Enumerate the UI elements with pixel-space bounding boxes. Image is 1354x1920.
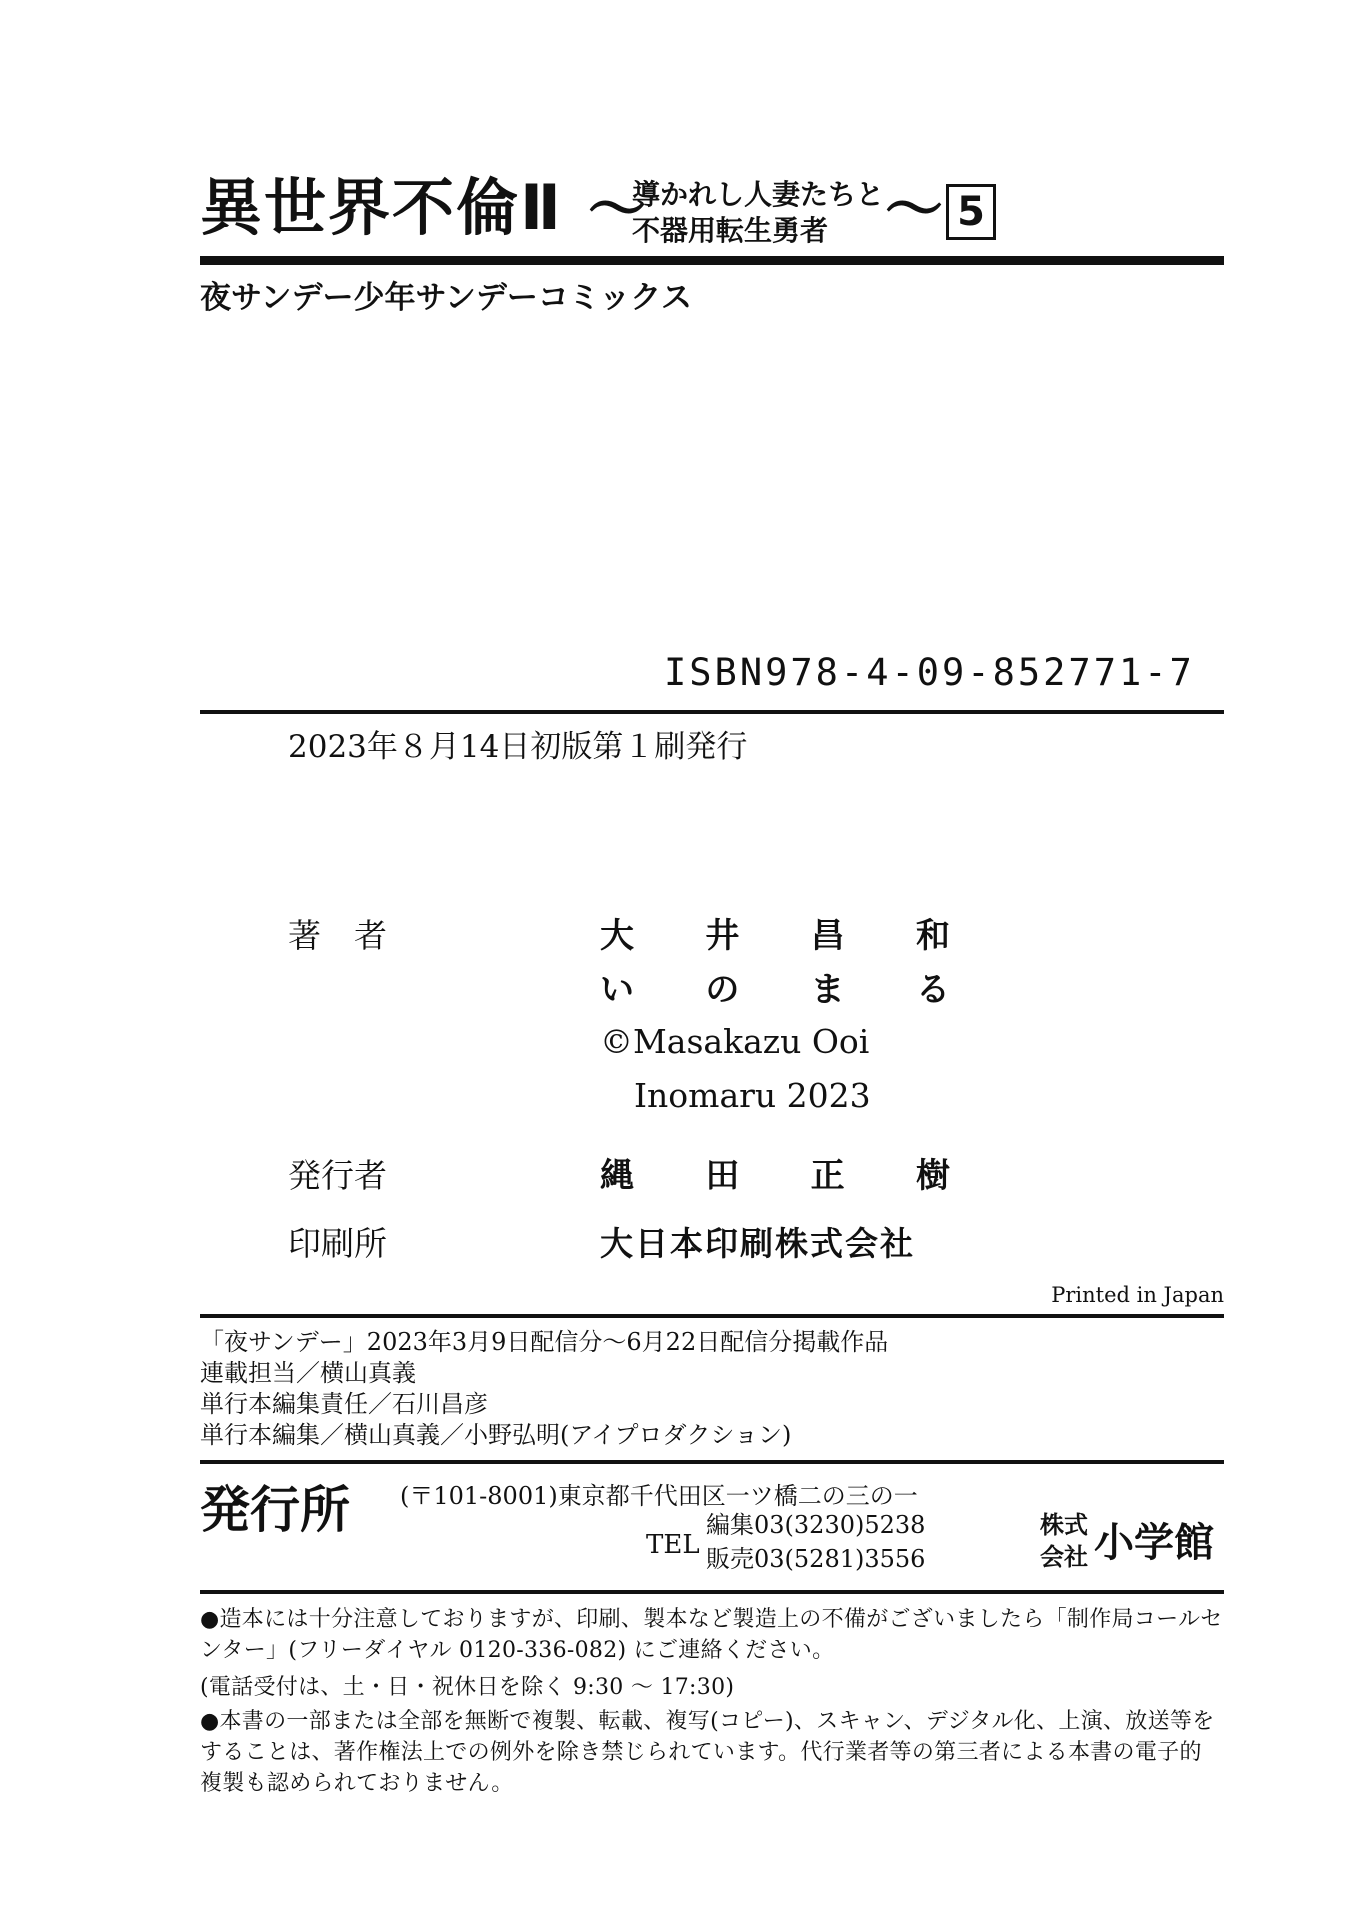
author-1-char: 和 (915, 916, 950, 956)
notice-top-rule (200, 1590, 1224, 1594)
label-series: 夜サンデー少年サンデーコミックス (200, 280, 692, 316)
notice-paragraph-1: ●造本には十分注意しておりますが、印刷、製本など製造上の不備がございましたら「制作局コールセンター」(フリーダイヤル 0120-336-082) にご連絡ください。 (200, 1607, 1223, 1663)
volume-number-box: 5 (946, 184, 996, 240)
author-2-char: い (600, 970, 634, 1010)
edition-date: 2023年８月14日初版第１刷発行 (288, 729, 748, 765)
tel-editorial: 編集03(3230)5238 (706, 1511, 926, 1539)
subtitle-line-2: 不器用転生勇者 (632, 214, 829, 247)
staff-line: 「夜サンデー」2023年3月9日配信分〜6月22日配信分掲載作品 (200, 1328, 889, 1356)
tel-sales: 販売03(5281)3556 (706, 1545, 926, 1573)
printer-name: 大日本印刷株式会社 (600, 1224, 915, 1263)
isbn-rule (200, 710, 1224, 714)
author-2-char: ま (810, 970, 845, 1010)
staff-line: 連載担当／横山真義 (200, 1359, 416, 1387)
title-tilde-right: 〜 (885, 175, 944, 243)
author-1-char: 井 (705, 916, 740, 956)
book-title: 異世界不倫Ⅱ (200, 171, 563, 244)
staff-line: 単行本編集／横山真義／小野弘明(アイプロダクション) (200, 1421, 792, 1449)
publisher-office-label: 発行所 (200, 1481, 350, 1539)
notice-paragraph-3: ●本書の一部または全部を無断で複製、転載、複写(コピー)、スキャン、デジタル化、上演、放送等をすることは、著作権法上での例外を除き禁じられています。代行業者等の第三者による本書の電子的複製も認められておりません。 (200, 1709, 1215, 1796)
copyright-line-1: ©Masakazu Ooi (600, 1022, 870, 1061)
author-label: 著 者 (288, 916, 387, 955)
company-type-line-2: 会社 (1040, 1543, 1088, 1571)
isbn: ISBN978-4-09-852771-7 (664, 651, 1195, 694)
tel-label: TEL (646, 1530, 700, 1560)
staff-line: 単行本編集責任／石川昌彦 (200, 1390, 488, 1418)
company-type-line-1: 株式 (1040, 1511, 1088, 1539)
title-rule (200, 256, 1224, 265)
printed-in-japan: Printed in Japan (1051, 1283, 1224, 1307)
publisher-person-label: 発行者 (288, 1156, 387, 1195)
notice-paragraph-2: (電話受付は、土・日・祝休日を除く 9:30 〜 17:30) (200, 1675, 735, 1700)
company-name: 小学館 (1094, 1520, 1214, 1566)
publisher-person-char: 縄 (600, 1156, 634, 1196)
title-tilde-left: 〜 (588, 175, 647, 243)
author-2-char: の (705, 970, 740, 1010)
printer-label: 印刷所 (288, 1224, 387, 1263)
publisher-person-char: 正 (810, 1156, 845, 1196)
publisher-top-rule (200, 1460, 1224, 1464)
publisher-address: (〒101-8001)東京都千代田区一ツ橋二の三の一 (400, 1482, 918, 1510)
subtitle-line-1: 導かれし人妻たちと (632, 178, 885, 211)
author-1-name (600, 916, 950, 956)
staff-top-rule (200, 1314, 1224, 1318)
publisher-person-char: 田 (705, 1156, 740, 1196)
publisher-person-name (600, 1156, 950, 1196)
copyright-line-2: Inomaru 2023 (634, 1076, 871, 1115)
author-1-char: 大 (600, 916, 634, 956)
publisher-person-char: 樹 (915, 1156, 950, 1196)
author-2-char: る (915, 970, 950, 1010)
author-2-name (600, 970, 950, 1010)
author-1-char: 昌 (810, 916, 845, 956)
